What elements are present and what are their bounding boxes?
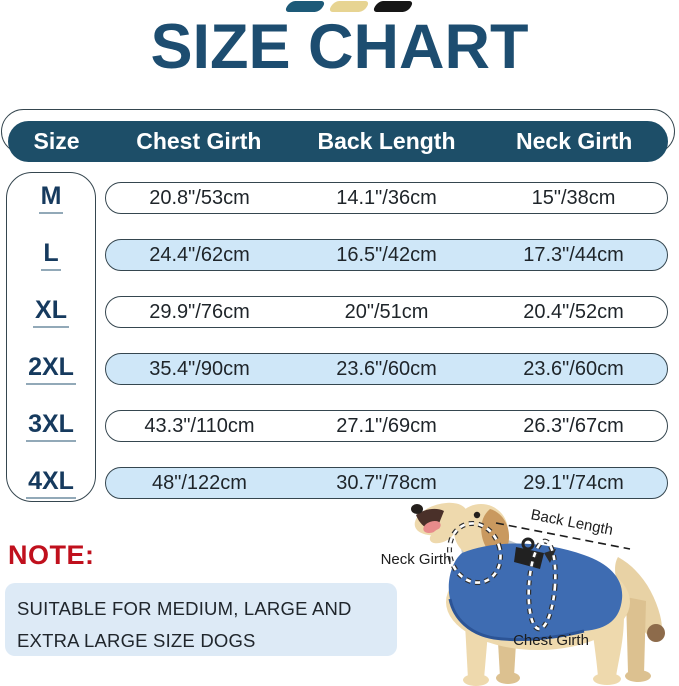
neck-girth-label: Neck Girth: [380, 551, 452, 568]
size-label-m: M: [7, 183, 95, 215]
dog-paw: [496, 672, 520, 684]
dog-nose: [411, 504, 423, 514]
dog-paw: [463, 674, 489, 686]
table-row-2xl: [105, 353, 668, 385]
chest-girth-cell: 35.4"/90cm: [149, 357, 250, 380]
note-text: SUITABLE FOR MEDIUM, LARGE AND EXTRA LARGE SIZE DOGS: [17, 598, 352, 651]
note-box: [5, 583, 397, 656]
table-row-m: [105, 182, 668, 214]
chest-girth-label: Chest Girth: [513, 632, 589, 649]
dog-paw: [593, 673, 621, 685]
back-length-cell: 20"/51cm: [344, 300, 429, 323]
neck-girth-cell: 26.3"/67cm: [523, 414, 624, 437]
neck-girth-cell: 17.3"/44cm: [523, 243, 624, 266]
column-header-size: Size: [33, 128, 80, 154]
table-row-4xl: [105, 467, 668, 499]
neck-girth-cell: 15"/38cm: [531, 186, 616, 209]
decorative-bars: [287, 1, 411, 12]
size-label-4xl: 4XL: [7, 468, 95, 500]
neck-girth-cell: 29.1"/74cm: [523, 471, 624, 494]
table-row-l: [105, 239, 668, 271]
size-column: [6, 172, 96, 502]
column-header-back-length: Back Length: [317, 128, 456, 154]
dog-eye: [474, 512, 480, 518]
table-row-3xl: [105, 410, 668, 442]
back-length-cell: 16.5"/42cm: [336, 243, 437, 266]
chest-girth-cell: 20.8"/53cm: [149, 186, 250, 209]
deco-bar-teal-icon: [284, 1, 326, 12]
chest-girth-cell: 24.4"/62cm: [149, 243, 250, 266]
size-label-l: L: [7, 240, 95, 272]
neck-girth-cell: 23.6"/60cm: [523, 357, 624, 380]
dog-measurement-diagram: [378, 497, 679, 686]
neck-girth-cell: 20.4"/52cm: [523, 300, 624, 323]
deco-bar-khaki-icon: [328, 1, 370, 12]
note-label: NOTE:: [8, 540, 95, 570]
size-label-xl: XL: [7, 297, 95, 329]
chest-girth-cell: 48"/122cm: [152, 471, 247, 494]
chest-girth-cell: 43.3"/110cm: [144, 414, 255, 437]
page-title: SIZE CHART: [150, 12, 529, 82]
back-length-cell: 30.7"/78cm: [336, 471, 437, 494]
deco-bar-black-icon: [372, 1, 414, 12]
dog-paw: [625, 670, 651, 682]
table-header: [8, 121, 668, 162]
size-label-2xl: 2XL: [7, 354, 95, 386]
column-header-chest-girth: Chest Girth: [136, 128, 262, 154]
back-length-cell: 14.1"/36cm: [336, 186, 437, 209]
back-length-cell: 23.6"/60cm: [336, 357, 437, 380]
column-header-neck-girth: Neck Girth: [516, 128, 633, 154]
back-length-cell: 27.1"/69cm: [336, 414, 437, 437]
chest-girth-cell: 29.9"/76cm: [149, 300, 250, 323]
size-label-3xl: 3XL: [7, 411, 95, 443]
back-length-label: Back Length: [529, 506, 615, 539]
dog-tail-tip: [647, 624, 665, 642]
table-row-xl: [105, 296, 668, 328]
